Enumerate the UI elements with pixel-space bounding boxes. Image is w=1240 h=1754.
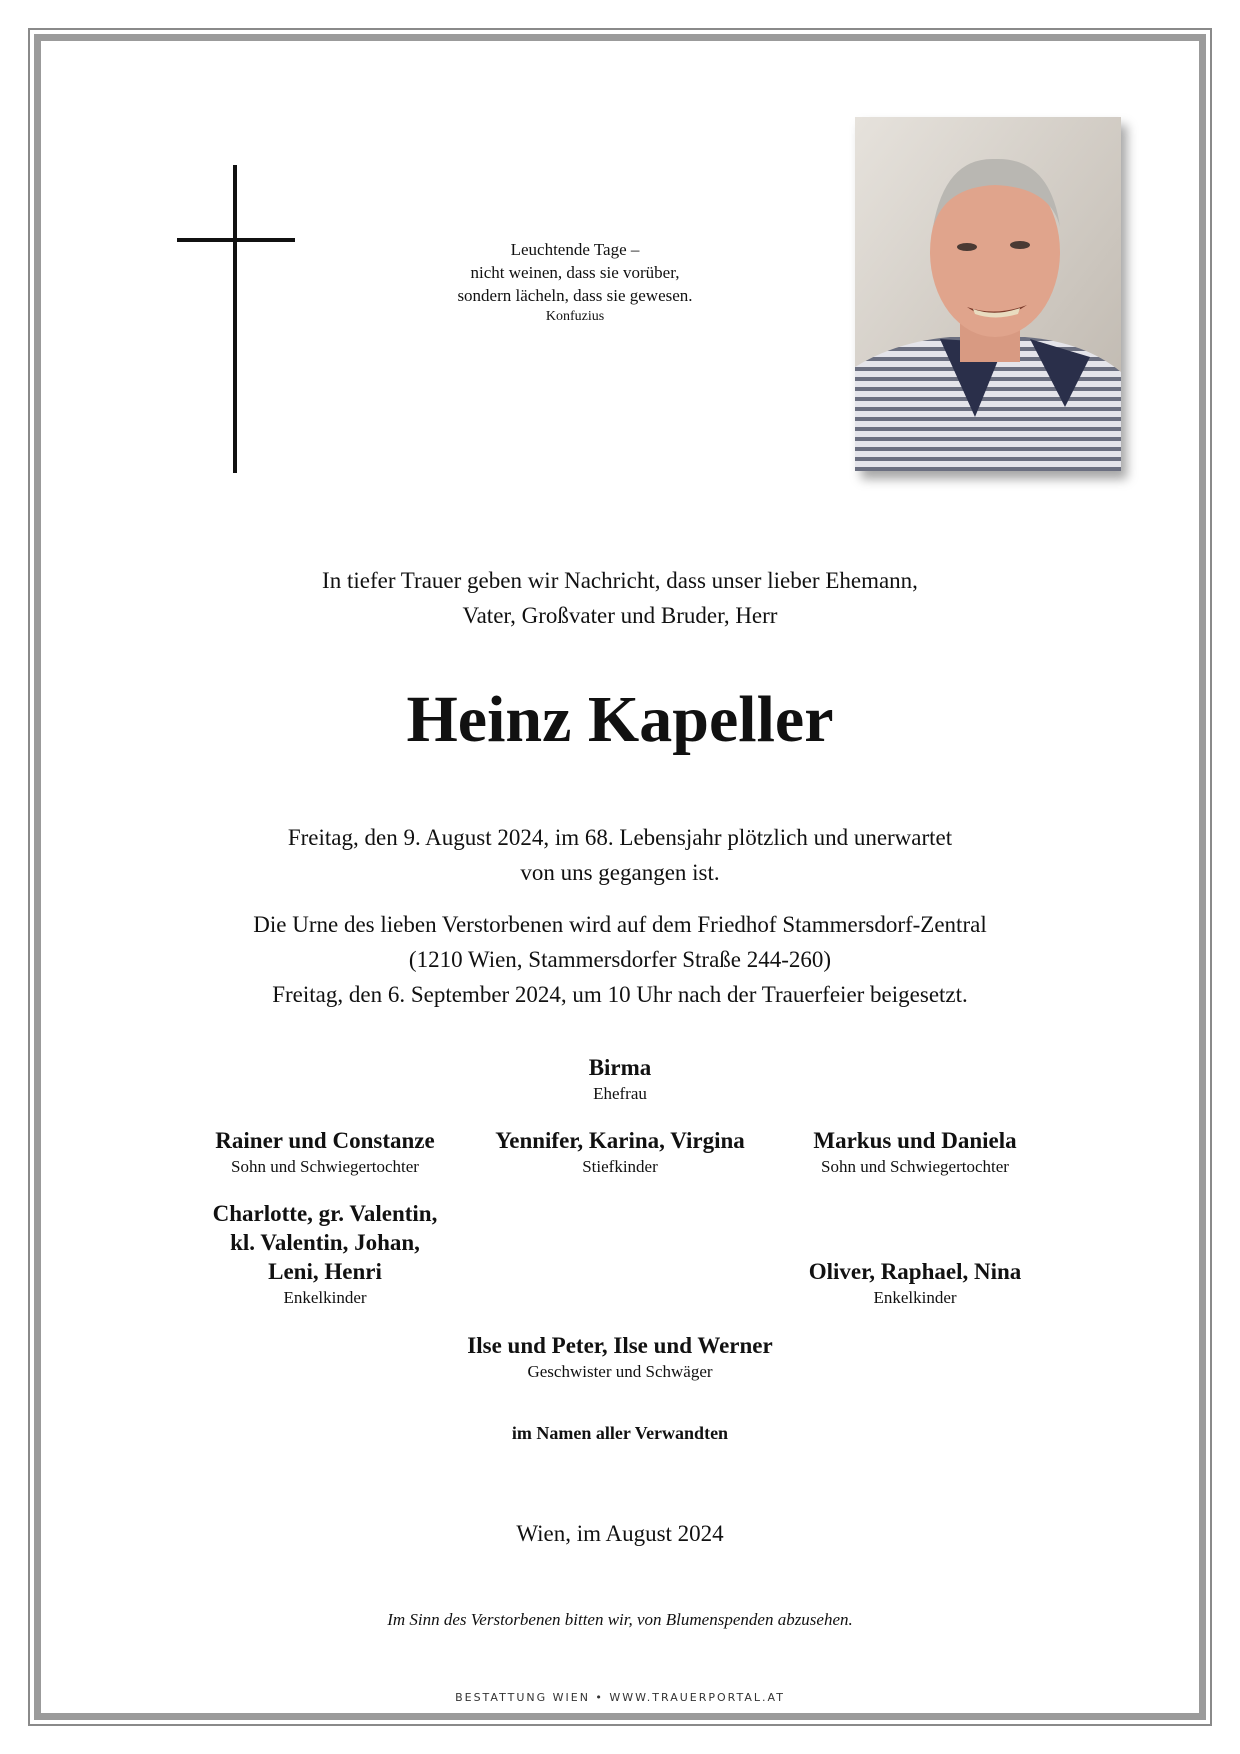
passing-line: von uns gegangen ist.: [520, 860, 720, 885]
footer-text: BESTATTUNG WIEN • WWW.TRAUERPORTAL.AT: [455, 1691, 785, 1704]
mourner-stepchildren: [460, 1126, 780, 1178]
mourner-relation: Enkelkinder: [873, 1288, 957, 1307]
quote-line: Leuchtende Tage –: [510, 240, 640, 259]
quote-line: sondern lächeln, dass sie gewesen.: [457, 286, 693, 305]
mourner-son-right: [760, 1126, 1070, 1178]
all-relatives: im Namen aller Verwandten: [511, 1423, 729, 1443]
mourner-relation: Ehefrau: [593, 1084, 647, 1103]
mourner-grandchildren-left: [170, 1199, 480, 1309]
mourner-names: Oliver, Raphael, Nina: [808, 1259, 1022, 1284]
funeral-text: [0, 907, 1240, 1012]
mourner-siblings: [420, 1331, 820, 1383]
mourner-grandchildren-right: [760, 1257, 1070, 1309]
funeral-line: Die Urne des lieben Verstorbenen wird auf dem Friedhof Stammersdorf-Zentral: [253, 912, 987, 937]
intro-text: [0, 563, 1240, 633]
intro-line: In tiefer Trauer geben wir Nachricht, dass unser lieber Ehemann,: [322, 568, 918, 593]
mourner-relation: Sohn und Schwiegertochter: [231, 1157, 419, 1176]
funeral-line: (1210 Wien, Stammersdorfer Straße 244-260): [408, 947, 832, 972]
passing-line: Freitag, den 9. August 2024, im 68. Lebensjahr plötzlich und unerwartet: [287, 825, 953, 850]
mourner-names: Birma: [588, 1055, 652, 1080]
mourner-names: Leni, Henri: [268, 1259, 382, 1284]
quote-line: nicht weinen, dass sie vorüber,: [470, 263, 680, 282]
mourner-names: Ilse und Peter, Ilse und Werner: [467, 1333, 773, 1358]
portrait-photo: [855, 117, 1121, 471]
quote: [420, 238, 730, 327]
mourner-relation: Geschwister und Schwäger: [527, 1362, 713, 1381]
mourner-names: kl. Valentin, Johan,: [230, 1230, 420, 1255]
mourner-names: Rainer und Constanze: [215, 1128, 435, 1153]
deceased-name: Heinz Kapeller: [406, 683, 834, 756]
passing-text: [0, 820, 1240, 890]
mourner-relation: Sohn und Schwiegertochter: [821, 1157, 1009, 1176]
intro-line: Vater, Großvater und Bruder, Herr: [462, 603, 778, 628]
mourner-names: Charlotte, gr. Valentin,: [212, 1201, 438, 1226]
mourner-names: Markus und Daniela: [813, 1128, 1017, 1153]
mourner-relation: Stiefkinder: [582, 1157, 658, 1176]
mourner-wife: [420, 1053, 820, 1105]
quote-author: Konfuzius: [545, 309, 605, 324]
mourner-names: Yennifer, Karina, Virgina: [495, 1128, 745, 1153]
mourner-relation: Enkelkinder: [283, 1288, 367, 1307]
flower-request: Im Sinn des Verstorbenen bitten wir, von Blumenspenden abzusehen.: [387, 1610, 853, 1629]
mourner-son-left: [170, 1126, 480, 1178]
place-date: Wien, im August 2024: [516, 1521, 724, 1546]
funeral-line: Freitag, den 6. September 2024, um 10 Uhr nach der Trauerfeier beigesetzt.: [272, 982, 968, 1007]
